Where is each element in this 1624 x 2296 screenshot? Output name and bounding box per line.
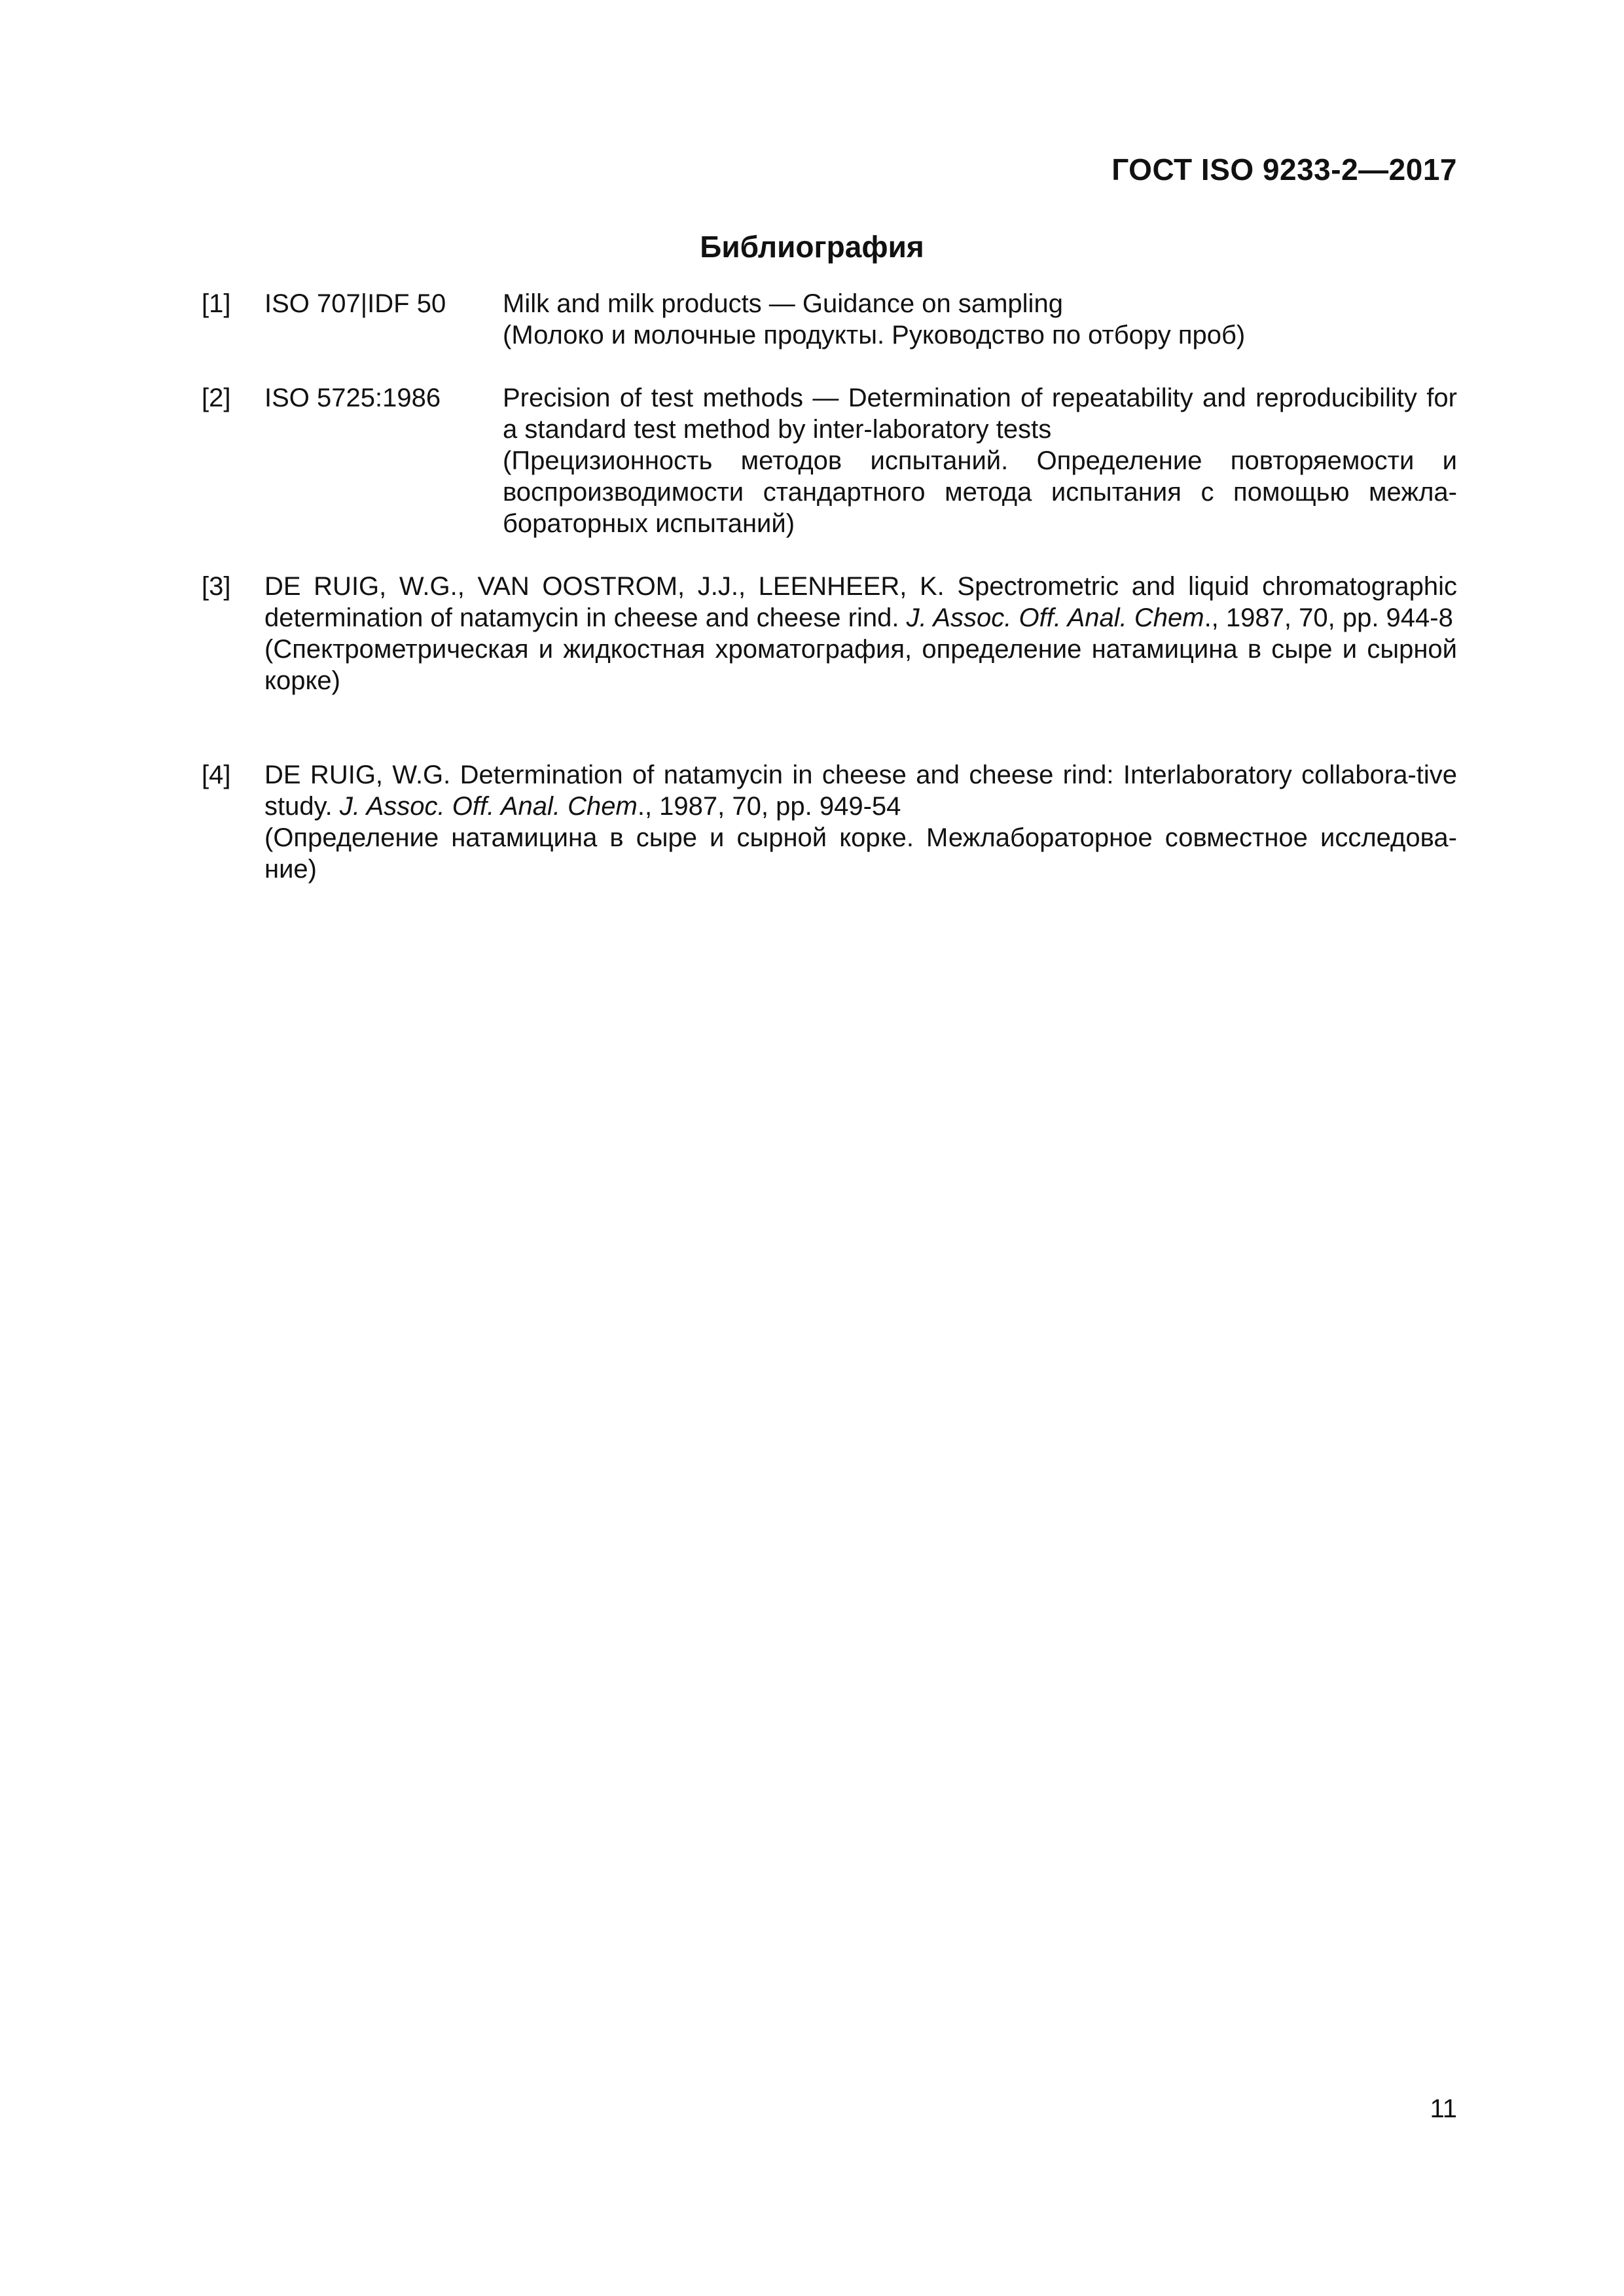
citation-text: DE RUIG, W.G. Determination of natamycin in cheese and cheese rind: Interlaboratory collabora-tive study. xyxy=(264,761,1457,821)
entry-number: [2] xyxy=(202,384,231,412)
bibliography-entry-2 xyxy=(202,382,1457,539)
entry-translation: (Определение натамицина в сыре и сырной корке. Межлабораторное совместное исследова-ние) xyxy=(264,823,1457,884)
citation-text: DE RUIG, W.G., VAN OOSTROM, J.J., LEENHEER, K. Spectrometric and liquid chromatographic determination of natamycin in cheese and cheese rind. xyxy=(264,572,1457,632)
journal-name: J. Assoc. Off. Anal. Chem xyxy=(339,792,638,821)
entry-translation: (Спектрометрическая и жидкостная хроматография, определение натамицина в сыре и сырной корке) xyxy=(264,635,1457,695)
entry-translation: (Молоко и молочные продукты. Руководство по отбору проб) xyxy=(503,321,1246,350)
bibliography-entry-1 xyxy=(202,288,1457,351)
citation-details: ., 1987, 70, pp. 944-8 xyxy=(1204,603,1453,632)
citation-details: ., 1987, 70, pp. 949-54 xyxy=(637,792,901,821)
entry-title-line: Milk and milk products — Guidance on sampling xyxy=(503,289,1063,318)
entry-text xyxy=(503,288,1457,351)
bibliography-entry-3 xyxy=(202,571,1457,696)
entry-title-line: Precision of test methods — Determination of repeatability and reproducibility for xyxy=(503,384,1457,412)
journal-name: J. Assoc. Off. Anal. Chem xyxy=(906,603,1204,632)
entry-text xyxy=(264,571,1457,696)
entry-text xyxy=(503,382,1457,539)
entry-citation xyxy=(264,759,1457,822)
entry-text xyxy=(264,759,1457,885)
bibliography-entry-4 xyxy=(202,759,1457,885)
entry-standard-code: ISO 707|IDF 50 xyxy=(264,289,446,318)
page-number: 11 xyxy=(1430,2094,1457,2123)
entry-number: [4] xyxy=(202,761,231,789)
entry-number: [1] xyxy=(202,289,231,318)
document-code-header: ГОСТ ISO 9233-2—2017 xyxy=(1111,152,1457,187)
entry-title-line: a standard test method by inter-laboratory tests xyxy=(503,415,1052,444)
entry-citation xyxy=(264,571,1457,634)
entry-standard-code: ISO 5725:1986 xyxy=(264,384,441,412)
entry-translation: (Прецизионность методов испытаний. Определение повторяемости и воспроизводимости стандартного метода испытания с помощью межла-бораторных испытаний) xyxy=(503,446,1457,538)
bibliography-title: Библиография xyxy=(700,230,924,264)
entry-number: [3] xyxy=(202,572,231,601)
